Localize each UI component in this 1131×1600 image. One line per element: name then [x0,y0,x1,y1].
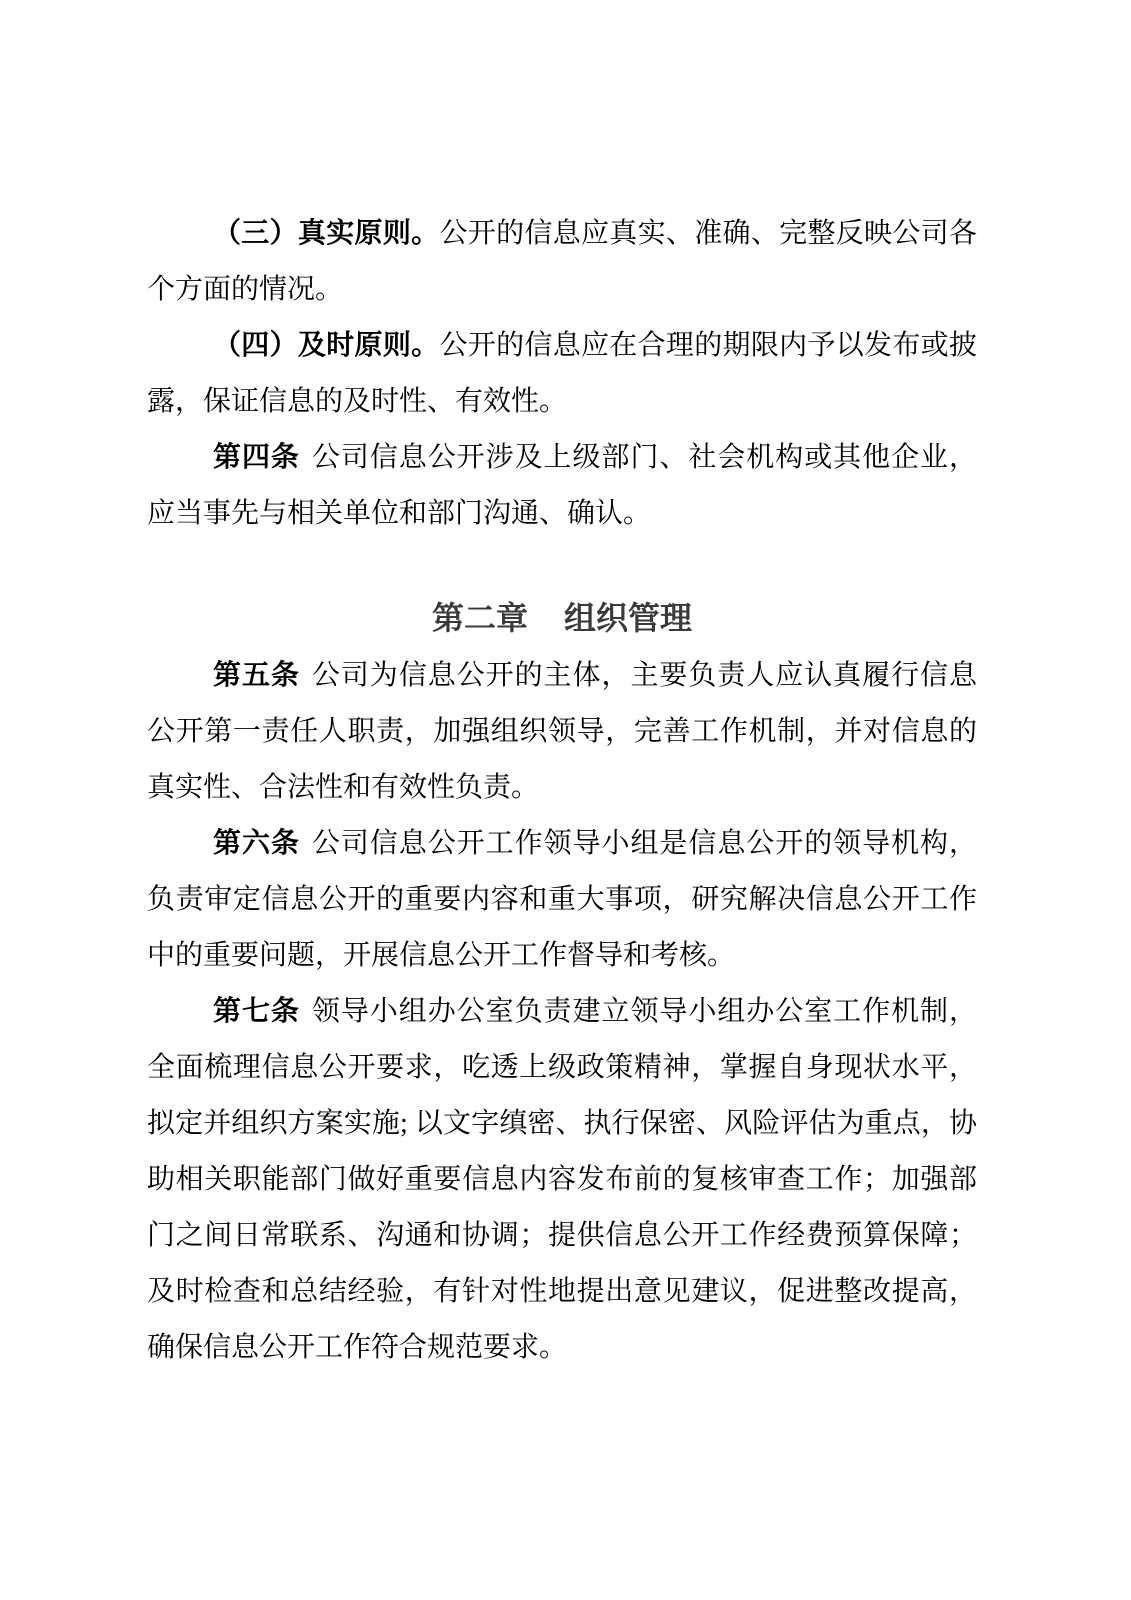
paragraph-principle-truth [147,206,977,318]
article-number: 第六条 [213,828,300,859]
paragraph-article-4 [147,430,977,542]
paragraph-lead: （三）真实原则。 [213,218,440,249]
paragraph-text: 公司信息公开涉及上级部门、社会机构或其他企业，应当事先与相关单位和部门沟通、确认。 [147,442,977,529]
article-number: 第五条 [213,660,300,691]
paragraph-principle-timeliness [147,318,977,430]
chapter-number: 第二章 [431,600,528,636]
chapter-heading [147,590,977,646]
paragraph-text: 公司为信息公开的主体，主要负责人应认真履行信息公开第一责任人职责，加强组织领导，完善工作机制，并对信息的真实性、合法性和有效性负责。 [147,660,977,803]
paragraph-lead: （四）及时原则。 [213,330,440,361]
paragraph-text: 公开的信息应在合理的期限内予以发布或披露，保证信息的及时性、有效性。 [147,330,977,417]
chapter-title: 组织管理 [564,600,693,636]
paragraph-text: 公开的信息应真实、准确、完整反映公司各个方面的情况。 [147,218,977,305]
paragraph-text: 公司信息公开工作领导小组是信息公开的领导机构，负责审定信息公开的重要内容和重大事项，研究解决信息公开工作中的重要问题，开展信息公开工作督导和考核。 [147,828,977,971]
paragraph-article-7 [147,984,977,1376]
paragraph-text: 领导小组办公室负责建立领导小组办公室工作机制，全面梳理信息公开要求，吃透上级政策精神，掌握自身现状水平，拟定并组织方案实施; 以文字缜密、执行保密、风险评估为重点，协助相关职能部门做好重要信息内容发布前的复核审查工作；加强部门之间日常联系、沟通和协调；提供信息公开工作经费预算保障；及时检查和总结经验，有针对性地提出意见建议，促进整改提高，确保信息公开工作符合规范要求。 [147,996,977,1363]
article-number: 第七条 [213,996,300,1027]
paragraph-article-5 [147,648,977,816]
paragraph-article-6 [147,816,977,984]
article-number: 第四条 [213,442,300,473]
